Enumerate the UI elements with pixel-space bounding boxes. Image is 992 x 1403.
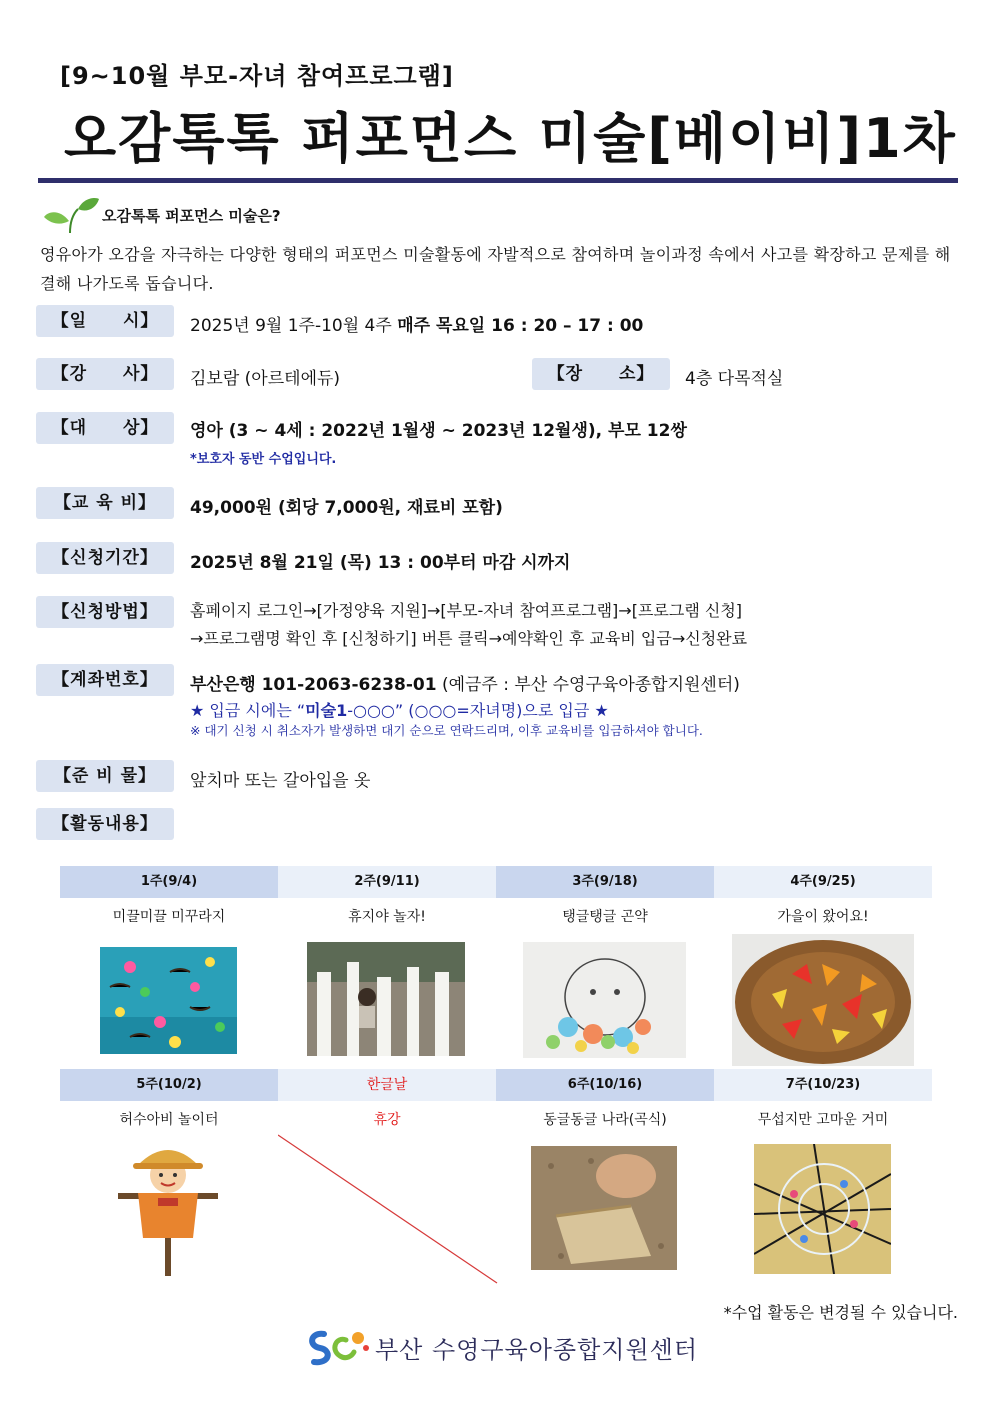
sprout-icon [42,195,100,235]
period-label: 【신청기간】 [36,542,174,574]
scarecrow-illustration [113,1143,223,1276]
intro-text: 영유아가 오감을 자극하는 다양한 형태의 퍼포먼스 미술활동에 자발적으로 참여하며 놀이과정 속에서 사고를 확장하고 문제를 해결해 나가도록 돕습니다. [40,245,951,293]
account-label: 【계좌번호】 [36,664,174,696]
activity-name: 휴지야 놀자! [348,909,426,925]
title-divider [38,178,958,183]
intro-heading: 오감톡톡 퍼포먼스 미술은? [102,207,281,225]
prep-label: 【준 비 물】 [36,760,174,792]
deposit-instruction [190,698,609,721]
date-time: 매주 목요일 16 : 20 – 17 : 00 [397,316,644,336]
waitlist-note: ※ 대기 신청 시 취소자가 발생하면 대기 순으로 연락드리며, 이후 교육비를 입금하셔야 합니다. [190,723,703,738]
target-note: *보호자 동반 수업입니다. [190,452,337,467]
activity-name: 동글동글 나라(곡식) [543,1112,667,1128]
place-label: 【장 소】 [532,358,670,390]
deposit-a: ★ 입금 시에는 “ [190,701,306,720]
change-notice: *수업 활동은 변경될 수 있습니다. [723,1303,958,1322]
date-label: 【일 시】 [36,305,174,337]
method-label: 【신청방법】 [36,596,174,628]
account-number: 부산은행 101-2063-6238-01 [190,675,437,695]
fee-value: 49,000원 (회당 7,000원, 재료비 포함) [190,498,503,518]
week-header: 3주(9/18) [496,866,714,898]
autumn-leaves-photo [732,934,914,1066]
week-header: 2주(9/11) [278,866,496,898]
loach-play-photo [100,947,237,1054]
activity-name: 허수아비 놀이터 [119,1112,219,1128]
week-header: 5주(10/2) [60,1069,278,1101]
prep-value: 앞치마 또는 갈아입을 옷 [190,771,371,791]
account-holder: (예금주 : 부산 수영구육아종합지원센터) [436,675,740,695]
period-value: 2025년 8월 21일 (목) 13 : 00부터 마감 시까지 [190,553,571,573]
activity-name: 무섭지만 고마운 거미 [757,1112,889,1128]
place-value: 4층 다목적실 [685,369,784,389]
date-value [190,311,643,336]
tissue-play-photo [307,942,465,1056]
deposit-code: 미술1 [305,701,348,720]
center-logo-icon [302,1326,372,1368]
date-range: 2025년 9월 1주-10월 4주 [190,316,398,336]
center-name: 부산 수영구육아종합지원센터 [375,1336,699,1364]
activity-label: 【활동내용】 [36,808,174,840]
cancelled-slash [278,1133,498,1285]
teacher-value: 김보람 (아르테에듀) [190,369,341,389]
page-title: 오감톡톡 퍼포먼스 미술[베이비]1차 [64,107,957,170]
week-header: 7주(10/23) [714,1069,932,1101]
deposit-c: -○○○” (○○○=자녀명)으로 입금 ★ [347,701,609,720]
holiday-header: 한글날 [278,1069,496,1101]
program-subtitle: [9~10월 부모-자녀 참여프로그램] [60,62,454,90]
spider-web-photo [754,1144,891,1274]
activity-name: 가을이 왔어요! [777,909,869,925]
activity-name: 미끌미끌 미꾸라지 [112,909,226,925]
grain-play-photo [531,1146,677,1270]
account-value [190,670,740,695]
target-value: 영아 (3 ~ 4세 : 2022년 1월생 ~ 2023년 12월생), 부모 12쌍 [190,421,687,441]
konjac-play-photo [523,942,686,1058]
method-line1: 홈페이지 로그인→[가정양육 지원]→[부모-자녀 참여프로그램]→[프로그램 신청] [190,601,743,620]
teacher-label: 【강 사】 [36,358,174,390]
method-line2: →프로그램명 확인 후 [신청하기] 버튼 클릭→예약확인 후 교육비 입금→신청완료 [190,629,748,648]
target-label: 【대 상】 [36,412,174,444]
holiday-name: 휴강 [373,1112,401,1128]
week-header: 4주(9/25) [714,866,932,898]
week-header: 6주(10/16) [496,1069,714,1101]
week-header: 1주(9/4) [60,866,278,898]
activity-name: 탱글탱글 곤약 [562,909,648,925]
fee-label: 【교 육 비】 [36,487,174,519]
